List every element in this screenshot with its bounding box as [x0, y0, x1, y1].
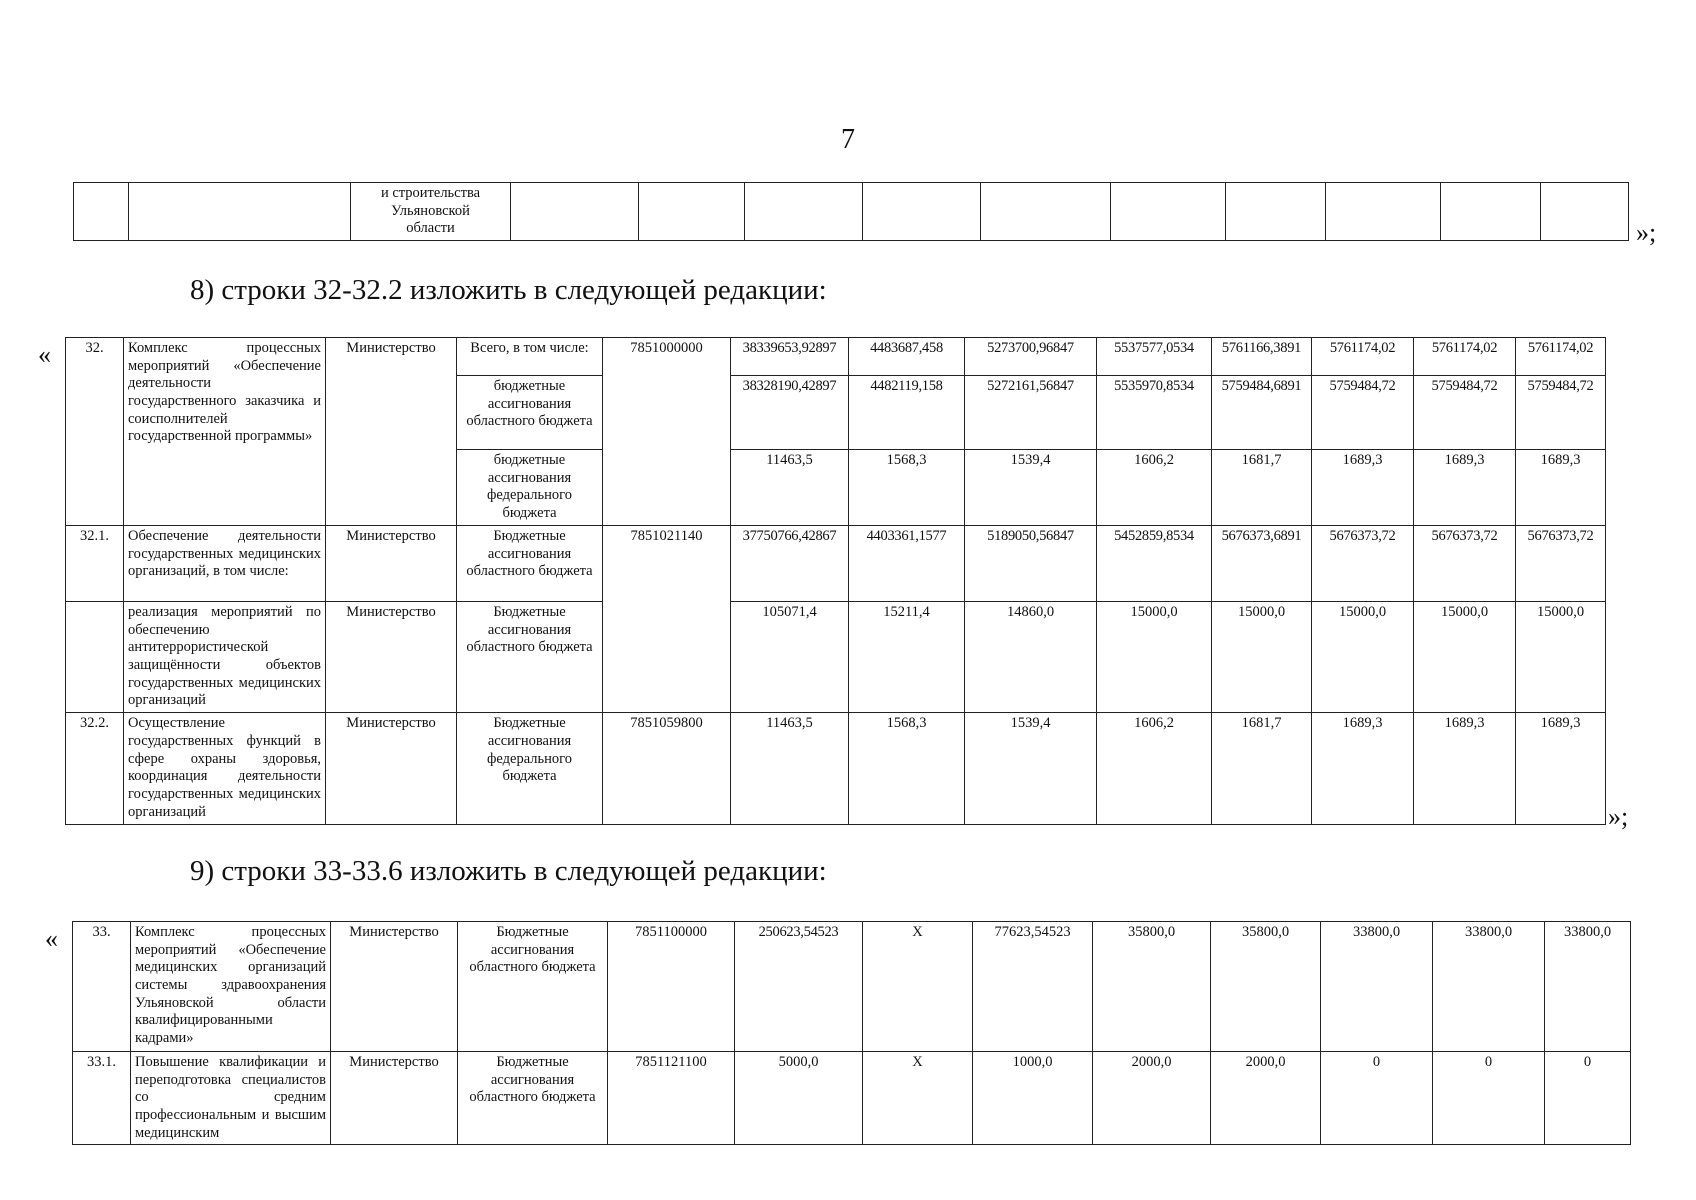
value: 5759484,72 — [1312, 376, 1414, 450]
code: 7851021140 — [603, 526, 731, 713]
value: 5759484,6891 — [1212, 376, 1312, 450]
value: 1606,2 — [1097, 713, 1212, 825]
value: 1681,7 — [1212, 713, 1312, 825]
cell — [745, 183, 863, 241]
row-name: Повышение квалификации и переподготовка специалистов со средним профессиональным и высшим медицинским — [131, 1052, 331, 1145]
code: 7851059800 — [603, 713, 731, 825]
value: 77623,54523 — [973, 922, 1093, 1052]
row-number: 33. — [73, 922, 131, 1052]
value: 5759484,72 — [1414, 376, 1516, 450]
table-row — [66, 713, 1606, 825]
value: 5761174,02 — [1516, 338, 1606, 376]
cell — [74, 183, 129, 241]
value: 1689,3 — [1414, 450, 1516, 526]
value: 1539,4 — [965, 450, 1097, 526]
value: 11463,5 — [731, 713, 849, 825]
value: 1681,7 — [1212, 450, 1312, 526]
value: 33800,0 — [1545, 922, 1631, 1052]
value: 5535970,8534 — [1097, 376, 1212, 450]
top-table — [73, 182, 1629, 241]
cell — [981, 183, 1111, 241]
value: X — [863, 922, 973, 1052]
value: 15000,0 — [1414, 602, 1516, 713]
value: 15000,0 — [1516, 602, 1606, 713]
section9-heading: 9) строки 33-33.6 изложить в следующей редакции: — [190, 855, 827, 887]
value: 5676373,72 — [1312, 526, 1414, 602]
value: 2000,0 — [1211, 1052, 1321, 1145]
section9-table — [72, 921, 1631, 1145]
row-number: 32.1. — [66, 526, 124, 602]
value: 1606,2 — [1097, 450, 1212, 526]
source: Бюджетные ассигнования федерального бюджета — [457, 713, 603, 825]
value: 1689,3 — [1312, 450, 1414, 526]
row-number — [66, 602, 124, 713]
value: 4482119,158 — [849, 376, 965, 450]
source: Всего, в том числе: — [457, 338, 603, 376]
value: 35800,0 — [1093, 922, 1211, 1052]
value: 5537577,0534 — [1097, 338, 1212, 376]
value: 1689,3 — [1516, 713, 1606, 825]
value: 11463,5 — [731, 450, 849, 526]
table-row — [66, 602, 1606, 713]
code: 7851121100 — [608, 1052, 735, 1145]
value: 5761174,02 — [1414, 338, 1516, 376]
source: Бюджетные ассигнования областного бюджета — [458, 922, 608, 1052]
value: 0 — [1433, 1052, 1545, 1145]
cell — [863, 183, 981, 241]
table-row — [73, 1052, 1631, 1145]
value: 1689,3 — [1312, 713, 1414, 825]
source: бюджетные ассигнования федерального бюджета — [457, 450, 603, 526]
value: 5272161,56847 — [965, 376, 1097, 450]
source: Бюджетные ассигнования областного бюджета — [457, 526, 603, 602]
cell — [1226, 183, 1326, 241]
cell — [511, 183, 639, 241]
row-name: Осуществление государственных функций в сфере охраны здоровья, координация деятельности государственных медицинских организаций — [124, 713, 326, 825]
value: 0 — [1321, 1052, 1433, 1145]
value: 1000,0 — [973, 1052, 1093, 1145]
responsible: Министерство — [326, 602, 457, 713]
table-row — [66, 338, 1606, 376]
responsible: Министерство — [326, 713, 457, 825]
cell — [1111, 183, 1226, 241]
value: 5452859,8534 — [1097, 526, 1212, 602]
value: 105071,4 — [731, 602, 849, 713]
responsible: Министерство — [331, 1052, 458, 1145]
value: 5676373,72 — [1414, 526, 1516, 602]
table-row — [73, 922, 1631, 1052]
value: 1689,3 — [1516, 450, 1606, 526]
value: 1689,3 — [1414, 713, 1516, 825]
value: 5759484,72 — [1516, 376, 1606, 450]
value: 35800,0 — [1211, 922, 1321, 1052]
cell — [1441, 183, 1541, 241]
value: 1568,3 — [849, 713, 965, 825]
source: бюджетные ассигнования областного бюджета — [457, 376, 603, 450]
responsible: Министерство — [326, 526, 457, 602]
source: Бюджетные ассигнования областного бюджета — [457, 602, 603, 713]
value: X — [863, 1052, 973, 1145]
value: 15211,4 — [849, 602, 965, 713]
value: 38328190,42897 — [731, 376, 849, 450]
value: 5761166,3891 — [1212, 338, 1312, 376]
open-quote-8: « — [38, 340, 51, 369]
value: 1539,4 — [965, 713, 1097, 825]
row-number: 32.2. — [66, 713, 124, 825]
close-quote-8: »; — [1608, 802, 1629, 831]
cell — [1541, 183, 1629, 241]
cell — [129, 183, 351, 241]
org-text: и строительства Ульяновской области — [351, 183, 511, 241]
value: 15000,0 — [1097, 602, 1212, 713]
value: 5000,0 — [735, 1052, 863, 1145]
value: 15000,0 — [1212, 602, 1312, 713]
code: 7851100000 — [608, 922, 735, 1052]
responsible: Министерство — [331, 922, 458, 1052]
close-quote-top: »; — [1636, 218, 1657, 247]
value: 5761174,02 — [1312, 338, 1414, 376]
value: 2000,0 — [1093, 1052, 1211, 1145]
row-number: 33.1. — [73, 1052, 131, 1145]
open-quote-9: « — [45, 924, 58, 953]
value: 37750766,42867 — [731, 526, 849, 602]
value: 0 — [1545, 1052, 1631, 1145]
row-name: Комплекс процессных мероприятий «Обеспечение медицинских организаций системы здравоохранения Ульяновской области квалифицированными кадрами» — [131, 922, 331, 1052]
row-name: реализация мероприятий по обеспечению антитеррористической защищённости объектов государственных медицинских организаций — [124, 602, 326, 713]
source: Бюджетные ассигнования областного бюджета — [458, 1052, 608, 1145]
value: 33800,0 — [1433, 922, 1545, 1052]
value: 5676373,6891 — [1212, 526, 1312, 602]
cell — [1326, 183, 1441, 241]
page-number: 7 — [841, 124, 855, 155]
value: 1568,3 — [849, 450, 965, 526]
row-name: Обеспечение деятельности государственных медицинских организаций, в том числе: — [124, 526, 326, 602]
value: 5189050,56847 — [965, 526, 1097, 602]
table-row — [66, 526, 1606, 602]
code: 7851000000 — [603, 338, 731, 526]
section8-heading: 8) строки 32-32.2 изложить в следующей редакции: — [190, 274, 827, 306]
responsible: Министерство — [326, 338, 457, 526]
value: 38339653,92897 — [731, 338, 849, 376]
value: 15000,0 — [1312, 602, 1414, 713]
value: 14860,0 — [965, 602, 1097, 713]
value: 4483687,458 — [849, 338, 965, 376]
value: 33800,0 — [1321, 922, 1433, 1052]
value: 5676373,72 — [1516, 526, 1606, 602]
section8-table — [65, 337, 1606, 825]
cell — [639, 183, 745, 241]
value: 4403361,1577 — [849, 526, 965, 602]
value: 5273700,96847 — [965, 338, 1097, 376]
value: 250623,54523 — [735, 922, 863, 1052]
row-number: 32. — [66, 338, 124, 526]
row-name: Комплекс процессных мероприятий «Обеспечение деятельности государственного заказчика и соисполнителей государственной программы» — [124, 338, 326, 526]
